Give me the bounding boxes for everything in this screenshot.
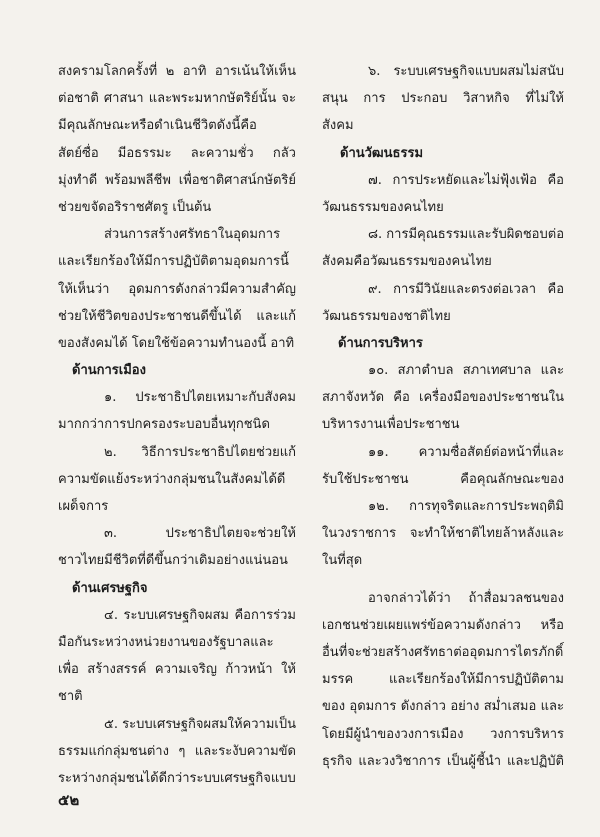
text-line: เอกชนช่วยเผยแพร่ข้อความดังกล่าว หรือ xyxy=(322,617,564,633)
item-2: ๒. วิธีการประชาธิปไตยช่วยแก้ xyxy=(104,444,296,460)
right-column xyxy=(322,58,564,775)
section-heading-administration: ด้านการบริหาร xyxy=(338,335,423,351)
text-line: มุ่งทำดี พร้อมพลีชีพ เพื่อชาติศาสน์กษัตริย์ xyxy=(58,172,296,188)
text-line: ต่อชาติ ศาสนา และพระมหากษัตริย์นั้น จะ xyxy=(58,91,296,107)
text-line: สังคม xyxy=(322,118,354,134)
text-line: อื่นที่จะช่วยสร้างศรัทธาต่ออุดมการไตรภักดิ์ xyxy=(322,644,564,660)
item-9: ๙. การมีวินัยและตรงต่อเวลา คือ xyxy=(368,281,564,297)
section-heading-economy: ด้านเศรษฐกิจ xyxy=(72,580,148,596)
text-line: เพื่อ สร้างสรรค์ ความเจริญ ก้าวหน้า ให้ xyxy=(58,662,296,678)
item-10: ๑๐. สภาตำบล สภาเทศบาล และ xyxy=(368,363,564,379)
item-3: ๓. ประชาธิปไตยจะช่วยให้ xyxy=(104,526,296,542)
text-line: ในวงราชการ จะทำให้ชาติไทยล้าหลังและ xyxy=(322,526,564,542)
item-1: ๑. ประชาธิปไตยเหมาะกับสังคม xyxy=(104,390,296,406)
page-number: ๕๒ xyxy=(58,791,80,809)
section-heading-culture: ด้านวัฒนธรรม xyxy=(340,145,424,161)
text-line: วัฒนธรรมของชาติไทย xyxy=(322,308,451,324)
paragraph-start: อาจกล่าวได้ว่า ถ้าสื่อมวลชนของ xyxy=(368,590,564,606)
item-11: ๑๑. ความซื่อสัตย์ต่อหน้าที่และ xyxy=(368,444,564,460)
left-column xyxy=(58,58,296,792)
text-line: รับใช้ประชาชน คือคุณลักษณะของ xyxy=(322,471,564,487)
text-line: ชาติ xyxy=(58,689,83,705)
text-line: มรรค และเรียกร้องให้มีการปฏิบัติตาม xyxy=(322,672,564,688)
text-line: และเรียกร้องให้มีการปฏิบัติตามอุดมการนี้ xyxy=(58,254,289,270)
text-line: มากกว่าการปกครองระบอบอื่นทุกชนิด xyxy=(58,417,270,433)
text-line: ของ อุดมการ ดังกล่าว อย่าง สม่ำเสมอ และ xyxy=(322,699,564,715)
text-line: ให้เห็นว่า อุดมการดังกล่าวมีความสำคัญ xyxy=(58,281,296,297)
item-7: ๗. การประหยัดและไม่ฟุ้งเฟ้อ คือ xyxy=(368,172,564,188)
section-heading-politics: ด้านการเมือง xyxy=(72,363,146,379)
text-line: ช่วยให้ชีวิตของประชาชนดีขึ้นได้ และแก้ xyxy=(58,308,296,324)
text-line: ของสังคมได้ โดยใช้ข้อความทำนองนี้ อาทิ xyxy=(58,335,295,351)
item-5: ๕. ระบบเศรษฐกิจผสมให้ความเป็น xyxy=(104,716,296,732)
text-line: ช่วยขจัดอริราชศัตรู เป็นต้น xyxy=(58,199,212,215)
item-12: ๑๒. การทุจริตและการประพฤติมิ xyxy=(368,499,564,514)
text-line: บริหารงานเพื่อประชาชน xyxy=(322,417,460,433)
text-line: มีคุณลักษณะหรือดำเนินชีวิตดังนี้คือ xyxy=(58,118,257,134)
text-line: สังคมคือวัฒนธรรมของคนไทย xyxy=(322,254,492,270)
text-line: สัตย์ซื่อ มีอธรรมะ ละความชั่ว กลัว xyxy=(58,145,296,161)
text-line: สภาจังหวัด คือ เครื่องมือของประชาชนใน xyxy=(322,390,564,406)
text-line: มือกันระหว่างหน่วยงานของรัฐบาลและ xyxy=(58,634,274,650)
text-line: ระหว่างกลุ่มชนได้ดีกว่าระบบเศรษฐกิจแบบ xyxy=(58,770,296,786)
paragraph-start: ส่วนการสร้างศรัทธาในอุดมการ xyxy=(104,227,281,243)
text-line: วัฒนธรรมของคนไทย xyxy=(322,199,444,215)
text-line: โดยมีผู้นำของวงการเมือง วงการบริหาร xyxy=(322,726,564,742)
text-line: ในที่สุด xyxy=(322,553,363,569)
text-line: เผด็จการ xyxy=(58,499,109,514)
text-line: ความขัดแย้งระหว่างกลุ่มชนในสังคมได้ดี xyxy=(58,471,286,487)
text-line: ชาวไทยมีชีวิตที่ดีขึ้นกว่าเดิมอย่างแน่นอน xyxy=(58,553,288,569)
text-line: ธุรกิจ และวงวิชาการ เป็นผู้ชี้นำ และปฏิบัติ xyxy=(322,753,564,769)
item-4: ๔. ระบบเศรษฐกิจผสม คือการร่วม xyxy=(104,607,296,623)
item-8: ๘. การมีคุณธรรมและรับผิดชอบต่อ xyxy=(368,227,564,243)
text-line: สงครามโลกครั้งที่ ๒ อาทิ อารเน้นให้เห็น xyxy=(58,64,296,79)
text-line: สนุน การ ประกอบ วิสาหกิจ ที่ไม่ให้ xyxy=(322,91,564,107)
text-line: ธรรมแก่กลุ่มชนต่าง ๆ และระงับความขัด xyxy=(58,743,296,759)
item-6: ๖. ระบบเศรษฐกิจแบบผสมไม่สนับ xyxy=(368,64,564,79)
